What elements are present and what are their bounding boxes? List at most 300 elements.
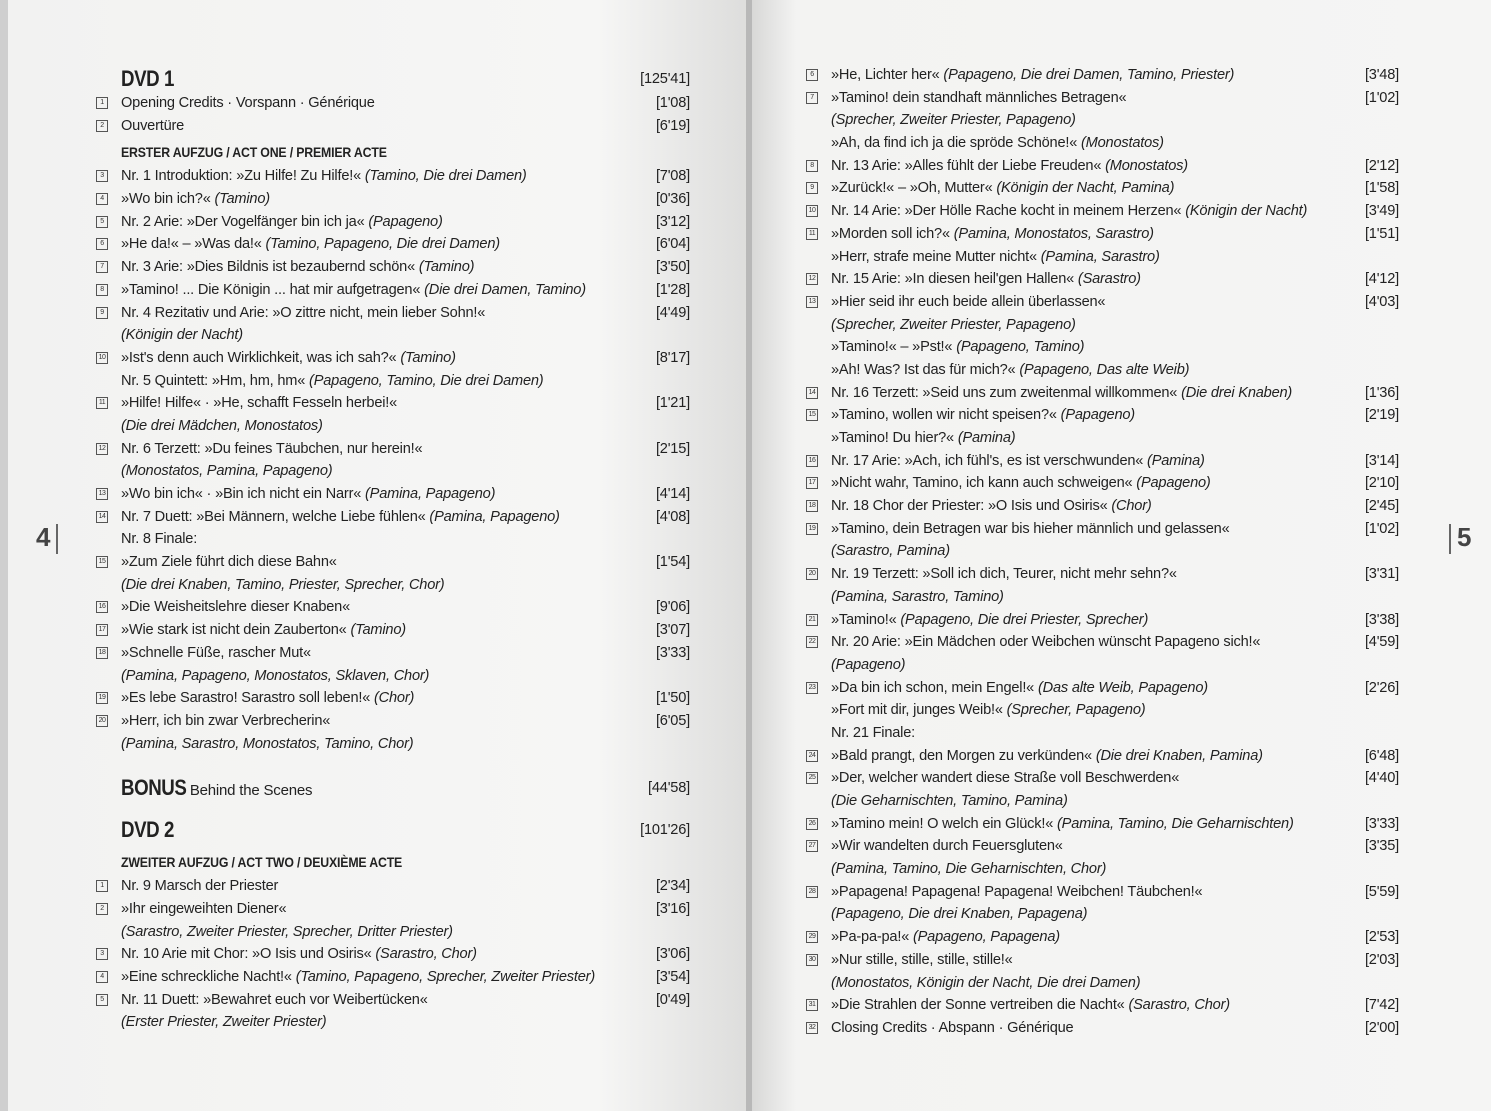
track-line bbox=[804, 314, 1399, 337]
track-line bbox=[94, 415, 690, 438]
track-duration: [2'12] bbox=[1364, 157, 1399, 174]
track-title bbox=[121, 551, 337, 574]
track-title bbox=[121, 256, 474, 279]
track-number-box: 13 bbox=[806, 296, 818, 308]
track-title bbox=[121, 574, 444, 597]
track-text: »Wo bin ich?« bbox=[121, 191, 215, 208]
track-line bbox=[804, 926, 1399, 949]
track-duration: [3'48] bbox=[1364, 67, 1399, 83]
track-line bbox=[94, 574, 690, 597]
track-title bbox=[831, 450, 1205, 473]
track-duration: [1'21] bbox=[655, 395, 690, 412]
track-line bbox=[94, 370, 690, 393]
track-text: »Tamino! Du hier?« bbox=[831, 430, 958, 446]
track-line bbox=[804, 722, 1399, 745]
track-line bbox=[94, 438, 690, 461]
track-duration: [8'17] bbox=[655, 349, 690, 366]
track-text: »Hier seid ihr euch beide allein überlassen« bbox=[831, 293, 1106, 310]
track-performers: (Die Geharnischten, Tamino, Pamina) bbox=[831, 793, 1068, 809]
track-performers: (Tamino) bbox=[350, 622, 406, 639]
track-line bbox=[94, 1011, 690, 1034]
track-duration: [2'34] bbox=[655, 878, 690, 895]
track-duration: [1'02] bbox=[1364, 89, 1399, 106]
track-line bbox=[94, 347, 690, 370]
track-performers: (Papageno) bbox=[368, 213, 443, 230]
track-duration: [3'14] bbox=[1364, 452, 1399, 469]
track-line bbox=[804, 132, 1399, 155]
track-title bbox=[121, 1011, 326, 1034]
track-number-box: 7 bbox=[806, 92, 818, 104]
track-number-box: 19 bbox=[806, 523, 818, 535]
track-performers: (Monostatos, Königin der Nacht, Die drei Damen) bbox=[831, 974, 1141, 991]
track-performers: (Papageno, Die drei Damen, Tamino, Priester) bbox=[943, 67, 1235, 83]
track-line bbox=[804, 472, 1399, 495]
track-duration: [5'59] bbox=[1364, 883, 1399, 900]
track-title bbox=[121, 687, 414, 710]
track-text: »Tamino!« – »Pst!« bbox=[831, 339, 957, 356]
track-number-box: 7 bbox=[96, 261, 108, 273]
track-performers: (Die drei Knaben, Pamina) bbox=[1095, 747, 1263, 764]
bonus-subtitle: Behind the Scenes bbox=[189, 782, 313, 800]
track-text: Nr. 6 Terzett: »Du feines Täubchen, nur herein!« bbox=[121, 440, 423, 457]
track-text: »Zum Ziele führt dich diese Bahn« bbox=[121, 554, 337, 571]
track-number-box: 15 bbox=[806, 409, 818, 421]
track-line bbox=[94, 875, 690, 898]
track-text: Nr. 1 Introduktion: »Zu Hilfe! Zu Hilfe!« bbox=[121, 168, 365, 185]
track-line bbox=[94, 642, 690, 665]
track-text: Nr. 4 Rezitativ und Arie: »O zittre nicht, mein lieber Sohn!« bbox=[121, 304, 486, 321]
track-number-box: 5 bbox=[96, 216, 108, 228]
track-text: »Tamino! dein standhaft männliches Betragen« bbox=[831, 89, 1127, 106]
track-line bbox=[94, 165, 690, 188]
track-performers: (Die drei Knaben, Tamino, Priester, Sprecher, Chor) bbox=[121, 576, 445, 593]
track-duration: [6'48] bbox=[1364, 747, 1399, 764]
track-performers: (Tamino) bbox=[400, 349, 456, 366]
track-line bbox=[804, 881, 1399, 904]
track-title bbox=[831, 881, 1202, 904]
track-text: »Ah! Was? Ist das für mich?« bbox=[831, 361, 1020, 378]
track-duration: [1'50] bbox=[655, 690, 690, 707]
track-title bbox=[831, 813, 1294, 836]
track-title bbox=[831, 586, 1004, 609]
track-text: »Die Strahlen der Sonne vertreiben die Nacht« bbox=[831, 997, 1129, 1014]
track-performers: (Sarastro, Chor) bbox=[375, 946, 477, 963]
track-duration: [1'58] bbox=[1364, 180, 1399, 197]
track-line bbox=[94, 966, 690, 989]
track-number-box: 22 bbox=[806, 636, 818, 648]
track-number-box: 18 bbox=[96, 647, 108, 659]
track-title bbox=[121, 165, 527, 188]
track-line bbox=[804, 518, 1399, 541]
track-performers: (Königin der Nacht) bbox=[121, 327, 243, 344]
track-text: Nr. 3 Arie: »Dies Bildnis ist bezaubernd schön« bbox=[121, 259, 419, 276]
track-number-box: 11 bbox=[96, 397, 108, 409]
track-line bbox=[94, 302, 690, 325]
track-duration: [2'53] bbox=[1364, 929, 1399, 946]
track-title bbox=[121, 392, 397, 415]
track-line bbox=[94, 898, 690, 921]
track-number-box: 27 bbox=[806, 840, 818, 852]
act2-heading: ZWEITER AUFZUG / ACT TWO / DEUXIÈME ACTE bbox=[121, 854, 403, 871]
track-text: »Der, welcher wandert diese Straße voll Beschwerden« bbox=[831, 770, 1180, 787]
page-edge bbox=[0, 0, 8, 1111]
track-number-box: 8 bbox=[96, 284, 108, 296]
track-title bbox=[831, 155, 1188, 178]
track-number-box: 14 bbox=[806, 387, 818, 399]
track-duration: [1'08] bbox=[655, 95, 690, 111]
track-number-box: 6 bbox=[96, 238, 108, 250]
track-number-box: 13 bbox=[96, 488, 108, 500]
track-performers: (Sarastro, Zweiter Priester, Sprecher, Dritter Priester) bbox=[121, 923, 453, 940]
track-title bbox=[831, 563, 1177, 586]
track-title bbox=[831, 631, 1260, 654]
track-line bbox=[804, 949, 1399, 972]
track-performers: (Königin der Nacht) bbox=[1185, 203, 1308, 220]
track-title bbox=[121, 92, 375, 115]
track-line bbox=[804, 177, 1399, 200]
track-title bbox=[121, 211, 443, 234]
track-text: »He da!« – »Was da!« bbox=[121, 236, 266, 253]
track-performers: (Sprecher, Zweiter Priester, Papageno) bbox=[831, 112, 1076, 129]
track-text: Nr. 14 Arie: »Der Hölle Rache kocht in meinem Herzen« bbox=[831, 203, 1186, 220]
track-number-box: 21 bbox=[806, 614, 818, 626]
track-text: Nr. 19 Terzett: »Soll ich dich, Teurer, nicht mehr sehn?« bbox=[831, 566, 1177, 583]
track-number-box: 25 bbox=[806, 772, 818, 784]
track-title bbox=[831, 745, 1263, 768]
track-number-box: 8 bbox=[806, 160, 818, 172]
track-text: Nr. 10 Arie mit Chor: »O Isis und Osiris« bbox=[121, 946, 376, 963]
track-number-box: 31 bbox=[806, 999, 818, 1011]
track-performers: (Sarastro, Pamina) bbox=[831, 543, 950, 560]
track-title bbox=[831, 949, 1013, 972]
track-title bbox=[121, 506, 560, 529]
track-title bbox=[831, 858, 1106, 881]
track-title bbox=[831, 109, 1076, 132]
bonus-title: BONUS bbox=[121, 775, 187, 801]
track-title bbox=[831, 268, 1141, 291]
track-performers: (Papageno) bbox=[1060, 407, 1135, 424]
track-title bbox=[121, 989, 428, 1012]
track-text: »Wir wandelten durch Feuersgluten« bbox=[831, 838, 1063, 855]
track-performers: (Pamina, Tamino, Die Geharnischten, Chor) bbox=[831, 861, 1107, 878]
track-duration: [3'31] bbox=[1364, 566, 1399, 583]
track-text: »Hilfe! Hilfe« · »He, schafft Fesseln herbei!« bbox=[121, 395, 398, 412]
track-title bbox=[831, 722, 915, 745]
track-duration: [1'36] bbox=[1364, 384, 1399, 401]
track-duration: [3'16] bbox=[655, 900, 690, 917]
act2-tracks-right bbox=[804, 64, 1399, 1040]
track-text: »Tamino!« bbox=[831, 611, 901, 628]
track-text: Closing Credits · Abspann · Générique bbox=[831, 1019, 1074, 1036]
track-duration: [3'35] bbox=[1364, 838, 1399, 855]
track-line bbox=[94, 483, 690, 506]
track-title bbox=[121, 279, 586, 302]
track-performers: (Monostatos) bbox=[1105, 157, 1188, 174]
track-title bbox=[831, 609, 1148, 632]
track-number-box: 3 bbox=[96, 170, 108, 182]
track-duration: [4'14] bbox=[655, 486, 690, 502]
dvd2-header bbox=[94, 815, 690, 845]
track-performers: (Die drei Mädchen, Monostatos) bbox=[121, 417, 323, 434]
track-duration: [3'12] bbox=[655, 213, 690, 230]
track-line bbox=[804, 200, 1399, 223]
track-line bbox=[804, 64, 1399, 87]
track-performers: (Tamino, Die drei Damen) bbox=[364, 168, 527, 185]
track-title bbox=[831, 246, 1160, 269]
track-duration: [4'49] bbox=[655, 304, 690, 321]
track-title bbox=[121, 347, 456, 370]
track-text: »Ist's denn auch Wirklichkeit, was ich sah?« bbox=[121, 349, 401, 366]
track-number-box: 17 bbox=[96, 624, 108, 636]
track-performers: (Pamina, Monostatos, Sarastro) bbox=[953, 225, 1154, 242]
track-title bbox=[121, 619, 406, 642]
track-title bbox=[831, 314, 1076, 337]
dvd1-title: DVD 1 bbox=[121, 66, 174, 91]
track-line bbox=[94, 211, 690, 234]
track-text: »Tamino, dein Betragen war bis hieher männlich und gelassen« bbox=[831, 520, 1230, 537]
dvd2-title: DVD 2 bbox=[121, 817, 174, 843]
track-performers: (Papageno) bbox=[831, 656, 906, 673]
track-performers: (Pamina) bbox=[1147, 452, 1205, 469]
track-duration: [1'02] bbox=[1364, 520, 1399, 537]
track-duration: [2'03] bbox=[1364, 951, 1399, 968]
track-text: Nr. 7 Duett: »Bei Männern, welche Liebe fühlen« bbox=[121, 508, 430, 525]
track-line bbox=[804, 609, 1399, 632]
track-performers: (Chor) bbox=[374, 690, 415, 707]
track-text: »Schnelle Füße, rascher Mut« bbox=[121, 644, 311, 661]
track-performers: (Papageno, Tamino, Die drei Damen) bbox=[309, 372, 544, 389]
track-title bbox=[831, 518, 1230, 541]
track-title bbox=[121, 596, 350, 619]
track-title bbox=[831, 427, 1015, 450]
act1-heading: ERSTER AUFZUG / ACT ONE / PREMIER ACTE bbox=[121, 144, 387, 161]
track-text: »Wo bin ich« · »Bin ich nicht ein Narr« bbox=[121, 486, 365, 502]
track-duration: [3'33] bbox=[1364, 815, 1399, 832]
track-title bbox=[831, 200, 1307, 223]
track-duration: [1'54] bbox=[655, 554, 690, 571]
track-number-box: 17 bbox=[806, 477, 818, 489]
track-number-box: 5 bbox=[96, 994, 108, 1006]
track-number-box: 30 bbox=[806, 954, 818, 966]
track-line bbox=[94, 596, 690, 619]
track-number-box: 18 bbox=[806, 500, 818, 512]
track-title bbox=[121, 188, 270, 211]
track-performers: (Pamina, Sarastro, Tamino) bbox=[831, 588, 1004, 605]
track-performers: (Pamina, Sarastro) bbox=[1040, 248, 1160, 265]
track-number-box: 2 bbox=[96, 120, 108, 132]
track-text: »Bald prangt, den Morgen zu verkünden« bbox=[831, 747, 1096, 764]
track-performers: (Pamina, Tamino, Die Geharnischten) bbox=[1057, 815, 1294, 832]
track-text: Ouvertüre bbox=[121, 117, 185, 134]
track-title bbox=[831, 87, 1126, 110]
track-number-box: 16 bbox=[806, 455, 818, 467]
track-performers: (Papageno, Die drei Priester, Sprecher) bbox=[900, 611, 1149, 628]
track-title bbox=[121, 115, 184, 138]
track-number-box: 1 bbox=[96, 97, 108, 109]
track-duration: [9'06] bbox=[655, 599, 690, 616]
track-line bbox=[804, 631, 1399, 654]
track-title bbox=[121, 415, 323, 438]
track-number-box: 26 bbox=[806, 818, 818, 830]
track-title bbox=[121, 921, 453, 944]
track-title bbox=[831, 223, 1154, 246]
track-title bbox=[121, 943, 477, 966]
track-line bbox=[94, 943, 690, 966]
track-title bbox=[121, 460, 332, 483]
track-duration: [3'33] bbox=[655, 644, 690, 661]
track-title bbox=[831, 1017, 1073, 1040]
track-line bbox=[804, 359, 1399, 382]
track-text: »Da bin ich schon, mein Engel!« bbox=[831, 679, 1038, 696]
track-performers: (Die drei Knaben) bbox=[1181, 384, 1293, 401]
track-title bbox=[831, 540, 950, 563]
track-line bbox=[94, 392, 690, 415]
track-title bbox=[831, 654, 905, 677]
track-text: »Herr, strafe meine Mutter nicht« bbox=[831, 248, 1041, 265]
track-title bbox=[121, 528, 197, 551]
track-duration: [2'15] bbox=[655, 440, 690, 457]
track-line bbox=[94, 324, 690, 347]
track-line bbox=[804, 767, 1399, 790]
track-number-box: 28 bbox=[806, 886, 818, 898]
track-number-box: 20 bbox=[806, 568, 818, 580]
track-line bbox=[804, 1017, 1399, 1040]
track-text: Nr. 8 Finale: bbox=[121, 531, 198, 548]
track-title bbox=[831, 359, 1189, 382]
left-column bbox=[94, 64, 690, 1034]
track-duration: [3'54] bbox=[655, 969, 690, 985]
track-performers: (Sarastro, Chor) bbox=[1128, 997, 1230, 1014]
track-text: »Morden soll ich?« bbox=[831, 225, 954, 242]
track-line bbox=[804, 586, 1399, 609]
track-title bbox=[121, 302, 485, 325]
track-text: Nr. 5 Quintett: »Hm, hm, hm« bbox=[121, 372, 310, 389]
track-duration: [7'42] bbox=[1364, 997, 1399, 1014]
track-text: »Nicht wahr, Tamino, ich kann auch schweigen« bbox=[831, 475, 1137, 492]
track-title bbox=[121, 733, 413, 756]
track-line bbox=[804, 495, 1399, 518]
track-line bbox=[94, 460, 690, 483]
track-text: »Tamino mein! O welch ein Glück!« bbox=[831, 815, 1057, 832]
track-line bbox=[804, 790, 1399, 813]
track-text: Opening Credits · Vorspann · Générique bbox=[121, 95, 375, 111]
track-title bbox=[831, 132, 1164, 155]
track-title bbox=[831, 994, 1230, 1017]
track-text: »Ah, da find ich ja die spröde Schöne!« bbox=[831, 135, 1081, 152]
track-title bbox=[831, 926, 1060, 949]
track-text: »Papagena! Papagena! Papagena! Weibchen! Täubchen!« bbox=[831, 883, 1203, 900]
track-line bbox=[804, 336, 1399, 359]
track-text: »Pa-pa-pa!« bbox=[831, 929, 913, 946]
track-duration: [6'04] bbox=[655, 236, 690, 253]
track-line bbox=[804, 903, 1399, 926]
track-duration: [6'19] bbox=[655, 117, 690, 134]
track-performers: (Sprecher, Papageno) bbox=[1006, 702, 1146, 719]
track-number-box: 1 bbox=[96, 880, 108, 892]
track-title bbox=[831, 972, 1140, 995]
track-title bbox=[831, 790, 1068, 813]
track-text: Nr. 16 Terzett: »Seid uns zum zweitenmal willkommen« bbox=[831, 384, 1182, 401]
track-text: »Fort mit dir, junges Weib!« bbox=[831, 702, 1007, 719]
track-line bbox=[804, 450, 1399, 473]
track-title bbox=[121, 875, 278, 898]
track-duration: [2'26] bbox=[1364, 679, 1399, 696]
track-text: »Zurück!« – »Oh, Mutter« bbox=[831, 180, 997, 197]
track-duration: [6'05] bbox=[655, 712, 690, 729]
track-line bbox=[804, 109, 1399, 132]
track-text: Nr. 9 Marsch der Priester bbox=[121, 878, 279, 895]
track-title bbox=[831, 336, 1084, 359]
track-title bbox=[121, 642, 311, 665]
track-line bbox=[94, 528, 690, 551]
track-number-box: 14 bbox=[96, 511, 108, 523]
track-title bbox=[121, 483, 495, 506]
track-line bbox=[804, 994, 1399, 1017]
track-performers: (Papageno, Das alte Weib) bbox=[1019, 361, 1190, 378]
track-line bbox=[804, 382, 1399, 405]
track-line bbox=[804, 972, 1399, 995]
track-text: »Tamino, wollen wir nicht speisen?« bbox=[831, 407, 1061, 424]
track-line bbox=[804, 858, 1399, 881]
track-performers: (Monostatos, Pamina, Papageno) bbox=[121, 463, 333, 480]
track-line bbox=[804, 87, 1399, 110]
track-number-box: 29 bbox=[806, 931, 818, 943]
track-line bbox=[94, 115, 690, 138]
track-number-box: 16 bbox=[96, 601, 108, 613]
track-line bbox=[94, 989, 690, 1012]
right-page-number: 5 bbox=[1443, 522, 1471, 554]
track-line bbox=[804, 563, 1399, 586]
right-column bbox=[804, 64, 1399, 1040]
track-performers: (Königin der Nacht, Pamina) bbox=[996, 180, 1175, 197]
track-line bbox=[804, 654, 1399, 677]
track-line bbox=[94, 551, 690, 574]
track-performers: (Pamina, Papageno) bbox=[429, 508, 560, 525]
track-text: Nr. 20 Arie: »Ein Mädchen oder Weibchen wünscht Papageno sich!« bbox=[831, 634, 1261, 651]
track-number-box: 12 bbox=[96, 443, 108, 455]
track-line bbox=[804, 540, 1399, 563]
track-line bbox=[804, 246, 1399, 269]
track-line bbox=[94, 921, 690, 944]
track-duration: [1'28] bbox=[655, 281, 690, 298]
track-line bbox=[804, 268, 1399, 291]
track-text: »Herr, ich bin zwar Verbrecherin« bbox=[121, 712, 331, 729]
track-title bbox=[121, 370, 543, 393]
track-text: »Tamino! ... Die Königin ... hat mir aufgetragen« bbox=[121, 281, 425, 298]
track-line bbox=[94, 619, 690, 642]
track-line bbox=[94, 92, 690, 115]
track-text: Nr. 13 Arie: »Alles fühlt der Liebe Freuden« bbox=[831, 157, 1106, 174]
track-performers: (Tamino) bbox=[214, 191, 270, 208]
track-line bbox=[804, 745, 1399, 768]
track-title bbox=[121, 438, 422, 461]
track-performers: (Das alte Weib, Papageno) bbox=[1037, 679, 1208, 696]
track-line bbox=[804, 813, 1399, 836]
track-text: »Es lebe Sarastro! Sarastro soll leben!« bbox=[121, 690, 375, 707]
track-duration: [3'50] bbox=[655, 259, 690, 276]
track-number-box: 10 bbox=[96, 352, 108, 364]
track-title bbox=[121, 898, 286, 921]
track-performers: (Papageno, Die drei Knaben, Papagena) bbox=[831, 906, 1088, 923]
track-line bbox=[94, 233, 690, 256]
track-text: Nr. 17 Arie: »Ach, ich fühl's, es ist verschwunden« bbox=[831, 452, 1148, 469]
track-number-box: 15 bbox=[96, 556, 108, 568]
track-text: Nr. 11 Duett: »Bewahret euch vor Weibertücken« bbox=[121, 991, 428, 1008]
dvd2-duration: [101'26] bbox=[640, 822, 690, 839]
track-title bbox=[831, 677, 1208, 700]
track-title bbox=[831, 835, 1063, 858]
track-number-box: 11 bbox=[806, 228, 818, 240]
